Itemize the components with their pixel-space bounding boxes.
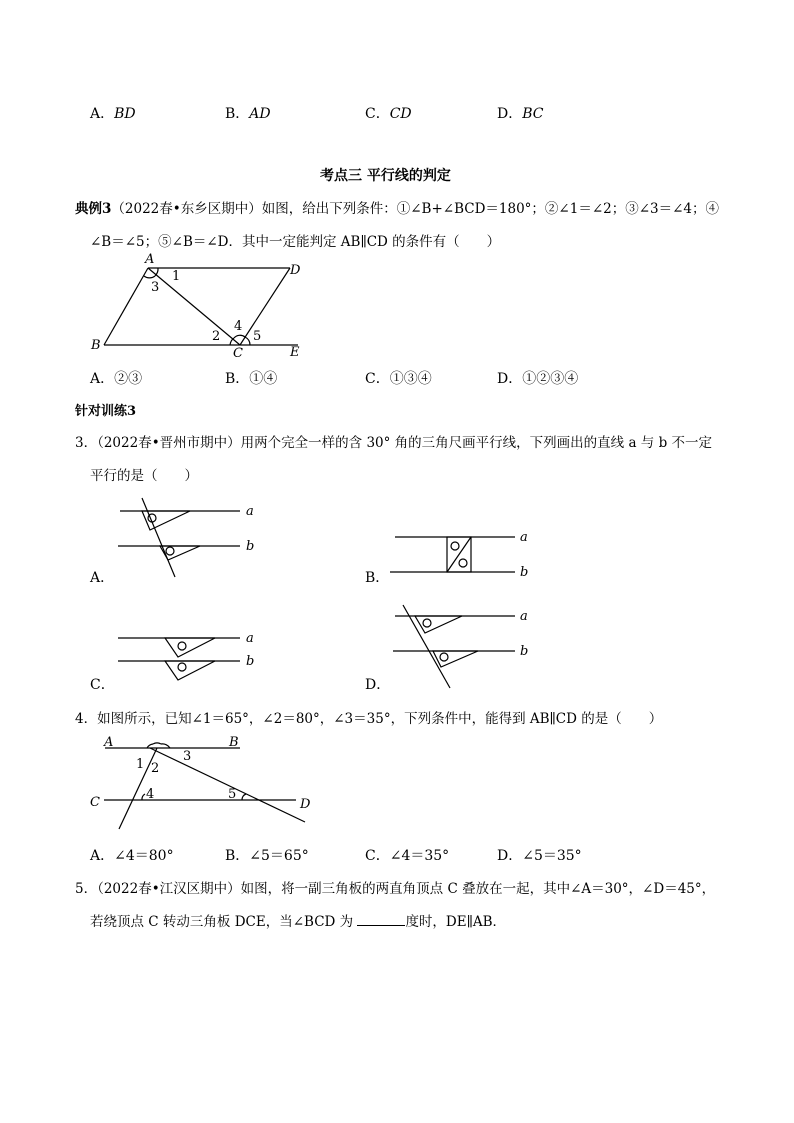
q5-line1: 5．（2022春•江汉区期中）如图，将一副三角板的两直角顶点 C 叠放在一起，其中∠A＝30°，∠D＝45°， (75, 881, 716, 897)
example3-line2: ∠B＝∠5；⑤∠B＝∠D．其中一定能判定 AB∥CD 的条件有（ ） (90, 234, 501, 250)
prev-option-a[interactable]: A．BD (90, 106, 136, 122)
q4-option-b[interactable]: B．∠5＝65° (225, 848, 309, 864)
fig4-label-d: D (300, 797, 311, 812)
fig3-label-3: 3 (151, 280, 160, 295)
q3-a-line-b: b (246, 539, 255, 554)
q3-b-line-b: b (520, 565, 529, 580)
q3-option-b[interactable]: B． (365, 570, 390, 586)
q3-line1: 3．（2022春•晋州市期中）用两个完全一样的含 30° 角的三角尺画平行线，下列画出的直线 a 与 b 不一定 (75, 435, 713, 451)
q3-c-line-a: a (246, 631, 254, 646)
fig4-label-2: 2 (151, 761, 160, 776)
q3-b-line-a: a (520, 530, 528, 545)
fig4-label-a: A (104, 735, 114, 750)
q3-option-d[interactable]: D． (365, 677, 391, 693)
fig3-label-c: C (233, 346, 243, 361)
q4-line1: 4．如图所示，已知∠1＝65°，∠2＝80°，∠3＝35°，下列条件中，能得到 AB∥CD 的是（ ） (75, 711, 663, 727)
fig3-label-b: B (91, 338, 101, 353)
fig3-label-4: 4 (234, 319, 243, 334)
prev-option-c[interactable]: C．CD (365, 106, 412, 122)
q4-option-c[interactable]: C．∠4＝35° (365, 848, 450, 864)
q3-option-a[interactable]: A． (90, 570, 115, 586)
fig4-label-1: 1 (136, 757, 145, 772)
fig4-label-3: 3 (183, 749, 192, 764)
practice-title: 针对训练3 (75, 404, 137, 419)
example3-option-d[interactable]: D．①②③④ (497, 371, 579, 387)
q3-d-line-b: b (520, 644, 529, 659)
fig4-label-b: B (229, 735, 239, 750)
section-title: 考点三 平行线的判定 (320, 168, 451, 184)
q3-a-line-a: a (246, 504, 254, 519)
fig3-label-1: 1 (172, 269, 181, 284)
fig3-label-d: D (290, 263, 301, 278)
fig4-label-4: 4 (146, 787, 155, 802)
q3-c-line-b: b (246, 654, 255, 669)
fig4-label-5: 5 (228, 787, 237, 802)
q4-option-d[interactable]: D．∠5＝35° (497, 848, 582, 864)
fig4-label-c: C (90, 795, 100, 810)
q3-line2: 平行的是（ ） (90, 468, 198, 484)
prev-option-d[interactable]: D．BC (497, 106, 544, 122)
example3-option-a[interactable]: A．②③ (90, 371, 143, 387)
q3-d-line-a: a (520, 609, 528, 624)
prev-option-b[interactable]: B．AD (225, 106, 271, 122)
example3-option-c[interactable]: C．①③④ (365, 371, 432, 387)
fig3-label-a: A (145, 252, 155, 267)
q5-line2: 若绕顶点 C 转动三角板 DCE，当∠BCD 为 度时，DE∥AB． (90, 914, 507, 930)
example3-option-b[interactable]: B．①④ (225, 371, 278, 387)
fig3-label-e: E (290, 345, 300, 360)
q5-answer-blank[interactable] (357, 913, 405, 926)
fig3-label-2: 2 (212, 329, 221, 344)
q3-option-c[interactable]: C． (90, 677, 115, 693)
fig3-label-5: 5 (253, 329, 262, 344)
q4-option-a[interactable]: A．∠4＝80° (90, 848, 174, 864)
example3-line1: 典例3（2022春•东乡区期中）如图，给出下列条件：①∠B+∠BCD＝180°；②∠1＝∠2；③∠3＝∠4；④ (75, 201, 720, 217)
